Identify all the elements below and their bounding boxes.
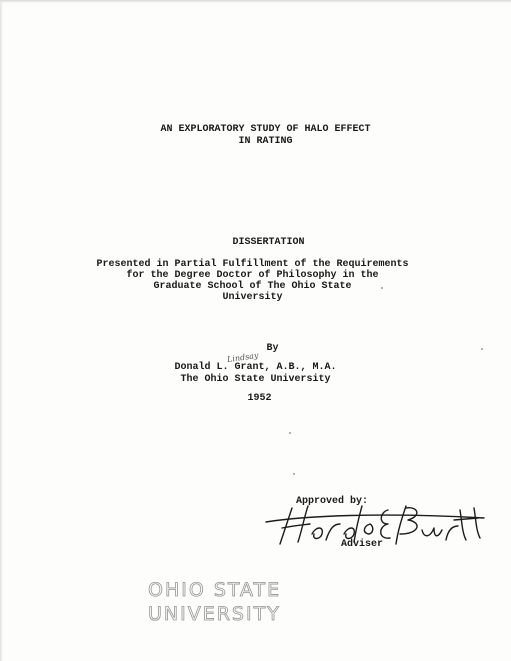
handwritten-insertion: Lindsay: [226, 350, 260, 365]
library-stamp: [148, 578, 282, 626]
scan-speck: [289, 432, 291, 434]
approved-by-label: Approved by:: [296, 496, 369, 507]
author-institution: The Ohio State University: [180, 374, 331, 385]
document-title-line-2: IN RATING: [238, 136, 293, 147]
page-edge-shadow-left: [0, 0, 3, 661]
document-title-line-1: AN EXPLORATORY STUDY OF HALO EFFECT: [160, 124, 371, 135]
page-edge-shadow: [0, 0, 511, 3]
scan-speck: [381, 287, 383, 289]
by-label: By: [266, 343, 279, 354]
document-type: DISSERTATION: [232, 237, 305, 248]
presentation-line-1: Presented in Partial Fulfillment of the Requirements: [96, 259, 409, 270]
presentation-line-2: for the Degree Doctor of Philosophy in the: [126, 270, 379, 281]
scan-speck: [293, 473, 295, 475]
document-year: 1952: [247, 393, 272, 404]
author-name: Donald L. Grant, A.B., M.A.: [174, 362, 337, 373]
stamp-line-1: OHIO STATE: [148, 579, 282, 601]
presentation-line-4: University: [222, 292, 283, 303]
adviser-label: Adviser: [341, 539, 384, 550]
scan-speck: [481, 348, 483, 350]
stamp-line-2: UNIVERSITY: [148, 603, 281, 625]
presentation-line-3: Graduate School of The Ohio State: [153, 281, 352, 292]
